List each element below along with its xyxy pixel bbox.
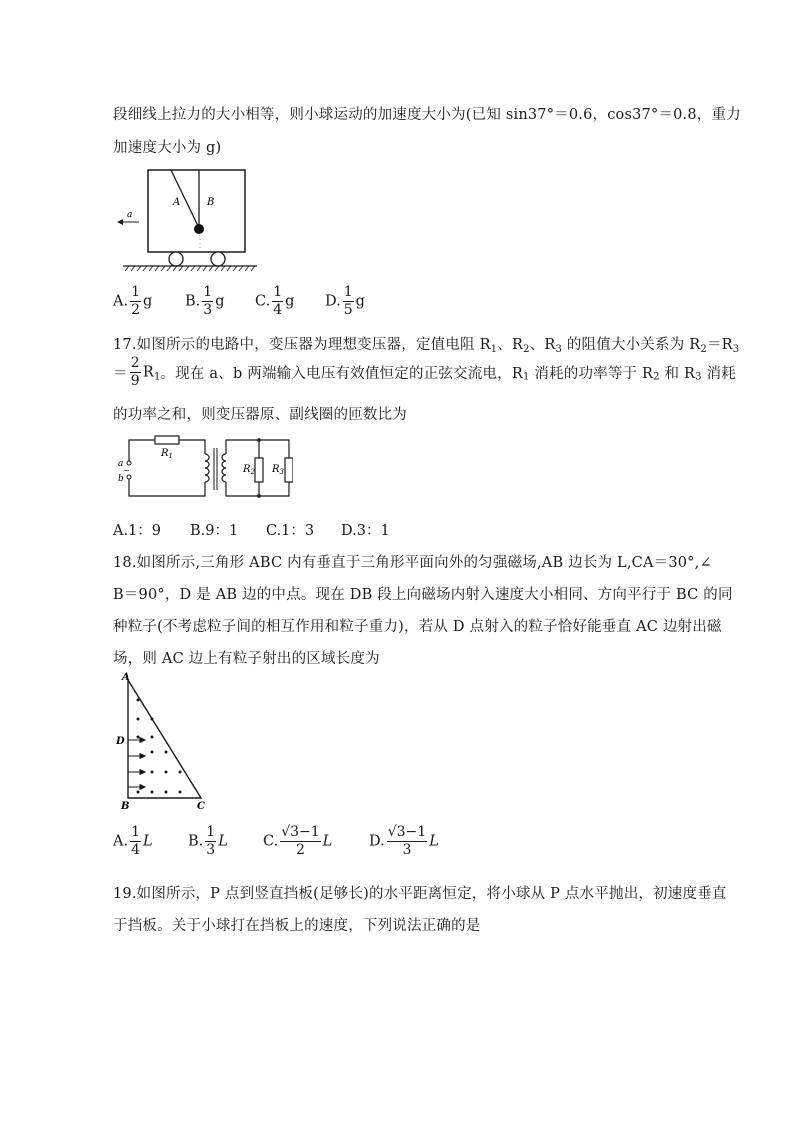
q17-option-b[interactable]: B.9：1 <box>190 523 239 539</box>
label-A: A <box>173 197 181 208</box>
primary-coil <box>205 454 209 482</box>
ground-hatch <box>125 266 255 271</box>
q16-option-c[interactable]: C. $\frac{1}{4}$ g <box>255 284 295 318</box>
triangle-abc <box>128 680 201 798</box>
q17-text-line3: 的功率之和，则变压器原、副线圈的匝数比为 <box>113 407 407 423</box>
q16-cart-figure <box>115 168 260 273</box>
cart-body <box>148 170 245 252</box>
wheel-right <box>211 252 225 266</box>
q18-text-line2: B＝90°，D 是 AB 边的中点。现在 DB 段上向磁场内射入速度大小相同、方向平行于 BC 的同 <box>113 587 733 603</box>
q18-option-b[interactable]: B. $\frac{1}{3}$ L <box>188 824 228 858</box>
q16-option-d[interactable]: D. $\frac{1}{5}$ g <box>325 284 365 318</box>
q18-option-c[interactable]: C. $\frac{√3-1}{2}$ L <box>263 824 333 858</box>
wheel-left <box>169 252 183 266</box>
terminal-b: b <box>118 474 124 484</box>
resistor-r1 <box>155 436 179 444</box>
resistor-r3 <box>285 458 293 482</box>
q18-triangle-figure <box>113 670 213 810</box>
q16-text-line1: 段细线上拉力的大小相等，则小球运动的加速度大小为(已知 sin37°＝0.6，cos37°＝0.8，重力 <box>113 107 741 123</box>
q18-option-d[interactable]: D. $\frac{√3-1}{3}$ L <box>369 824 439 858</box>
label-accel: a <box>127 210 133 220</box>
q18-text-line3: 种粒子(不考虑粒子间的相互作用和粒子重力)，若从 D 点射入的粒子恰好能垂直 AC 边射出磁 <box>113 619 722 635</box>
q18-option-a[interactable]: A. $\frac{1}{4}$ L <box>113 824 153 858</box>
q17-circuit-figure <box>113 432 293 504</box>
terminal-a: a <box>118 459 124 469</box>
q18-text-line1: 18.如图所示,三角形 ABC 内有垂直于三角形平面向外的匀强磁场,AB 边长为 L,CA＝30°,∠ <box>113 555 712 571</box>
q17-option-a[interactable]: A.1：9 <box>113 523 162 539</box>
q16-option-a[interactable]: A. $\frac{1}{2}$ g <box>113 284 153 318</box>
ac-source: ~ <box>123 466 130 475</box>
q16-text-line2: 加速度大小为 g) <box>113 140 222 156</box>
q17-option-d[interactable]: D.3：1 <box>341 523 390 539</box>
q19-text-line1: 19.如图所示，P 点到竖直挡板(足够长)的水平距离恒定，将小球从 P 点水平抛出，初速度垂直 <box>113 886 727 902</box>
q18-text-line4: 场，则 AC 边上有粒子射出的区域长度为 <box>113 651 380 667</box>
particle-arrows <box>128 738 145 790</box>
q16-option-b[interactable]: B. $\frac{1}{3}$ g <box>185 284 225 318</box>
field-dots <box>137 699 182 794</box>
secondary-coil <box>222 454 226 482</box>
label-D: D <box>116 736 125 747</box>
label-B: B <box>207 197 215 208</box>
q17-text-line2: ＝ $\frac{2}{9}$ $R_1$。现在 a、b 两端输入电压有效值恒定的正弦交流电，$R_1$ 消耗的功率等于 $R_2$ 和 $R_3$ 消耗 <box>113 355 736 389</box>
resistor-r2 <box>255 458 263 482</box>
label-r1: $R_1$ <box>161 448 173 460</box>
accel-arrow-head <box>117 219 123 225</box>
label-C: C <box>197 801 205 810</box>
label-A: A <box>122 672 130 683</box>
label-r3: $R_3$ <box>272 464 284 476</box>
q17-text-line1: 17.如图所示的电路中，变压器为理想变压器，定值电阻 $R_1$、$R_2$、$R_3$ 的阻值大小关系为 $R_2=R_3$ <box>113 337 740 355</box>
ball <box>194 224 204 234</box>
label-r2: $R_2$ <box>243 464 255 476</box>
label-B: B <box>121 801 130 810</box>
q17-option-c[interactable]: C.1：3 <box>266 523 315 539</box>
q19-text-line2: 于挡板。关于小球打在挡板上的速度，下列说法正确的是 <box>113 918 481 934</box>
